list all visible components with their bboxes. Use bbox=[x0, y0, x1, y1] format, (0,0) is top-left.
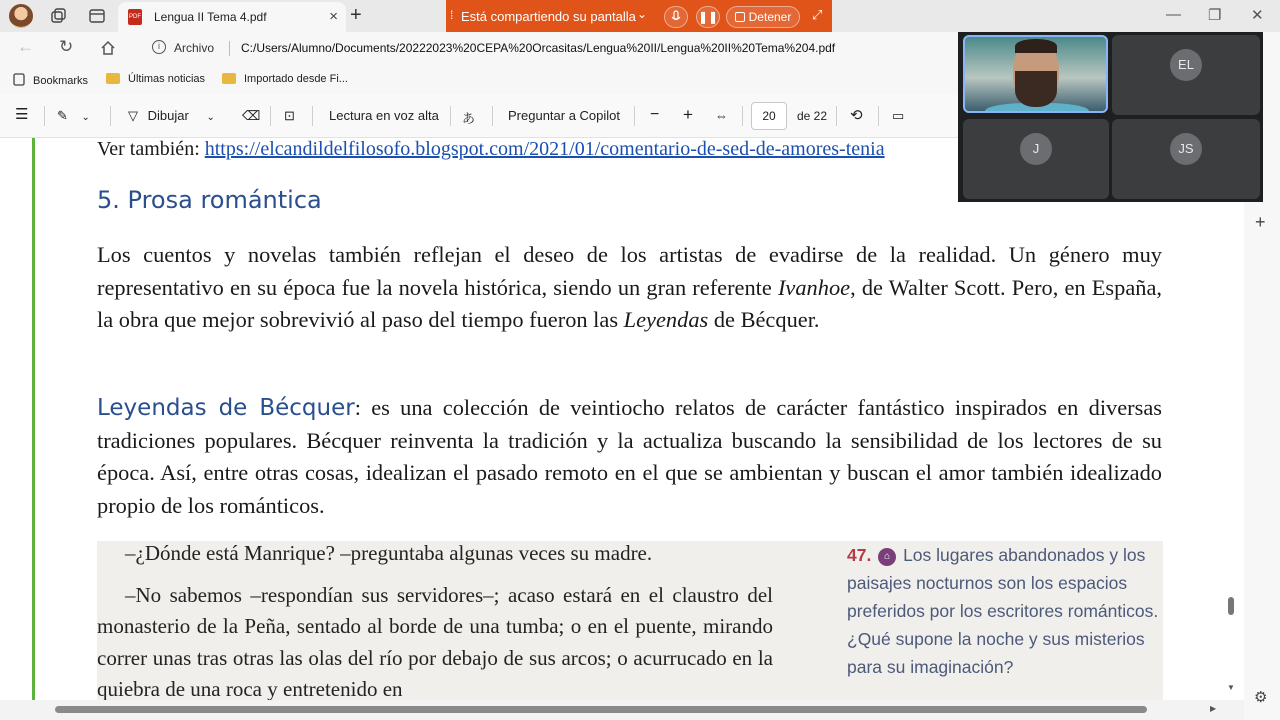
add-sidebar-icon[interactable]: + bbox=[1255, 212, 1266, 232]
new-tab-button[interactable]: + bbox=[350, 4, 362, 26]
refresh-icon[interactable]: ↻ bbox=[59, 37, 74, 56]
activity-text: Los lugares abandonados y los paisajes nocturnos son los espacios preferidos por los escritores románticos. ¿Qué supone la noche y sus misterios para su imaginación? bbox=[847, 545, 1159, 677]
contents-icon[interactable]: ☰ bbox=[15, 106, 29, 123]
tab-title: Lengua II Tema 4.pdf bbox=[154, 10, 267, 24]
vertical-scroll-thumb[interactable] bbox=[1228, 597, 1234, 615]
toolbar-divider bbox=[836, 106, 837, 126]
microphone-icon bbox=[671, 10, 681, 24]
home-icon[interactable] bbox=[100, 40, 116, 56]
scroll-right-icon[interactable]: ▶ bbox=[1210, 704, 1217, 713]
participant-avatar: J bbox=[1020, 133, 1052, 165]
excerpt-line: –No sabemos –respondían sus servidores–; acaso estará en el claustro del monasterio de la Peña, sentado al borde de una tumba; o en el puente, mirando correr unas tras otras las olas del río por debajo de sus arcos; o acurrucado en la quiebra de una roca y entretenido en bbox=[97, 582, 773, 700]
stop-sharing-button[interactable] bbox=[726, 6, 800, 28]
horizontal-scroll-thumb[interactable] bbox=[55, 706, 1147, 713]
draw-label: Dibujar bbox=[147, 108, 189, 123]
bookmark-label: Importado desde Fi... bbox=[244, 73, 348, 85]
highlighter-icon: ✎ bbox=[57, 108, 68, 123]
minimize-icon[interactable]: — bbox=[1166, 6, 1181, 23]
tab-close-button[interactable]: × bbox=[329, 8, 338, 25]
bookmark-bookmarks[interactable] bbox=[13, 73, 88, 87]
toolbar-divider bbox=[450, 106, 451, 126]
draw-tool[interactable] bbox=[128, 108, 215, 124]
toolbar-divider bbox=[742, 106, 743, 126]
para-text: de Bécquer. bbox=[708, 307, 820, 332]
expand-icon[interactable]: ⤢ bbox=[812, 7, 823, 22]
screen-share-bar bbox=[446, 0, 832, 32]
participant-hair bbox=[1015, 39, 1057, 53]
paragraph-leyendas bbox=[97, 392, 1162, 522]
profile-avatar[interactable] bbox=[9, 4, 33, 28]
translate-icon[interactable]: あ bbox=[462, 111, 476, 126]
window-close-icon[interactable]: ✕ bbox=[1251, 7, 1264, 24]
para-italic: Ivanhoe bbox=[777, 274, 851, 300]
book-excerpt bbox=[97, 541, 1163, 700]
drag-handle-icon[interactable]: ⁞ bbox=[450, 8, 454, 22]
participant-avatar: EL bbox=[1170, 49, 1202, 81]
rotate-icon[interactable]: ⟲ bbox=[850, 107, 863, 124]
settings-gear-icon[interactable]: ⚙ bbox=[1254, 689, 1268, 706]
activity-number: 47. bbox=[847, 545, 872, 565]
activity-note bbox=[847, 541, 1159, 681]
participant-camera-tile[interactable] bbox=[963, 35, 1108, 113]
toolbar-divider bbox=[492, 106, 493, 126]
stop-icon bbox=[735, 12, 745, 22]
participant-tile[interactable] bbox=[1112, 119, 1260, 199]
chevron-down-icon[interactable]: ⌄ bbox=[637, 7, 648, 21]
page-number-input[interactable]: 20 bbox=[751, 102, 787, 130]
toolbar-divider bbox=[270, 106, 271, 126]
site-security-label[interactable]: Archivo bbox=[174, 41, 215, 55]
restore-icon[interactable]: ❐ bbox=[1208, 7, 1222, 24]
meeting-participants-panel bbox=[958, 32, 1263, 202]
tab-pdf[interactable] bbox=[118, 2, 346, 32]
bookmark-icon bbox=[13, 73, 25, 86]
participant-tile[interactable] bbox=[963, 119, 1109, 199]
excerpt-line: –¿Dónde está Manrique? –preguntaba algunas veces su madre. bbox=[125, 541, 653, 565]
see-also-link[interactable]: https://elcandildelfilosofo.blogspot.com/2021/01/comentario-de-sed-de-amores-tenia bbox=[204, 138, 885, 160]
stop-sharing-label: Detener bbox=[748, 10, 792, 24]
see-also-line bbox=[97, 138, 885, 161]
paragraph-prose bbox=[97, 239, 1162, 337]
workspaces-icon[interactable] bbox=[49, 7, 67, 25]
fit-page-icon[interactable]: ⇔ bbox=[715, 108, 728, 123]
url-field[interactable]: C:/Users/Alumno/Documents/20222023%20CEPA%20Orcasitas/Lengua%20II/Lengua%20II%20Tema%204.pdf bbox=[241, 41, 836, 55]
ask-copilot-button[interactable]: Preguntar a Copilot bbox=[508, 108, 621, 123]
folder-icon bbox=[222, 73, 236, 84]
pause-button[interactable] bbox=[696, 6, 720, 28]
back-icon[interactable]: ← bbox=[17, 37, 34, 56]
chevron-down-icon: ⌄ bbox=[206, 112, 215, 123]
text-box-icon[interactable]: ⊡ bbox=[284, 108, 295, 123]
bookmark-label: Bookmarks bbox=[33, 75, 89, 87]
toolbar-divider bbox=[44, 106, 45, 126]
pause-icon: ❚❚ bbox=[697, 10, 719, 24]
folder-icon bbox=[106, 73, 120, 84]
tab-actions-icon[interactable] bbox=[88, 7, 106, 25]
title-bar bbox=[0, 0, 1280, 32]
participant-tile[interactable] bbox=[1112, 35, 1260, 115]
bookmark-ultimas-noticias[interactable] bbox=[106, 73, 205, 85]
page-view-icon[interactable]: ▭ bbox=[892, 108, 905, 123]
read-aloud-button[interactable]: Lectura en voz alta bbox=[329, 108, 439, 123]
chevron-down-icon: ⌄ bbox=[81, 112, 90, 123]
para-italic: Leyendas bbox=[623, 307, 709, 332]
zoom-in-button[interactable]: + bbox=[683, 105, 693, 124]
see-also-label: Ver también: bbox=[97, 138, 200, 160]
participant-beard bbox=[1015, 71, 1057, 107]
vertical-scrollbar[interactable] bbox=[1224, 138, 1244, 700]
eraser-icon[interactable]: ⌫ bbox=[242, 108, 261, 123]
page-left-rule bbox=[32, 138, 35, 700]
zoom-out-button[interactable]: − bbox=[650, 106, 660, 123]
pdf-page bbox=[0, 138, 1244, 700]
museum-icon: ⌂ bbox=[878, 548, 896, 566]
para-text: Los cuentos y novelas también reflejan el deseo de los artistas de evadirse de la realidad. Un género muy representativo en su época fue la novela histórica, siendo un gran referente bbox=[97, 242, 1162, 300]
pdf-file-icon: PDF bbox=[128, 9, 142, 25]
info-icon[interactable]: i bbox=[152, 40, 166, 54]
section-heading: 5. Prosa romántica bbox=[97, 186, 322, 214]
share-status-text: Está compartiendo su pantalla bbox=[461, 9, 636, 24]
bookmark-label: Últimas noticias bbox=[128, 73, 206, 85]
toolbar-divider bbox=[878, 106, 879, 126]
draw-icon: ▽ bbox=[128, 108, 138, 123]
participant-avatar: JS bbox=[1170, 133, 1202, 165]
bookmark-importado[interactable] bbox=[222, 73, 348, 85]
toolbar-divider bbox=[634, 106, 635, 126]
leyendas-heading: Leyendas de Bécquer bbox=[97, 395, 355, 421]
url-divider bbox=[229, 41, 230, 56]
excerpt-text bbox=[97, 541, 773, 700]
mic-button[interactable] bbox=[664, 6, 688, 28]
page-total: de 22 bbox=[797, 109, 828, 123]
toolbar-divider bbox=[110, 106, 111, 126]
scroll-down-icon[interactable]: ▼ bbox=[1227, 683, 1235, 692]
toolbar-divider bbox=[312, 106, 313, 126]
highlight-tool[interactable] bbox=[57, 108, 90, 124]
para-text: , de Walter Scott. Pero, en España, la obra que mejor sobrevivió al paso del tiempo fueron las bbox=[97, 274, 1162, 332]
para-text: : es una colección de veintiocho relatos de carácter fantástico inspirados en diversas tradiciones populares. Bécquer reinventa la tradición y la actualiza buscando la sensibilidad de los lectores de su época. Así, entre otras cosas, idealizan el pasado remoto en el que se ambientan y buscan el amor también idealizado propio de los románticos. bbox=[97, 395, 1162, 518]
